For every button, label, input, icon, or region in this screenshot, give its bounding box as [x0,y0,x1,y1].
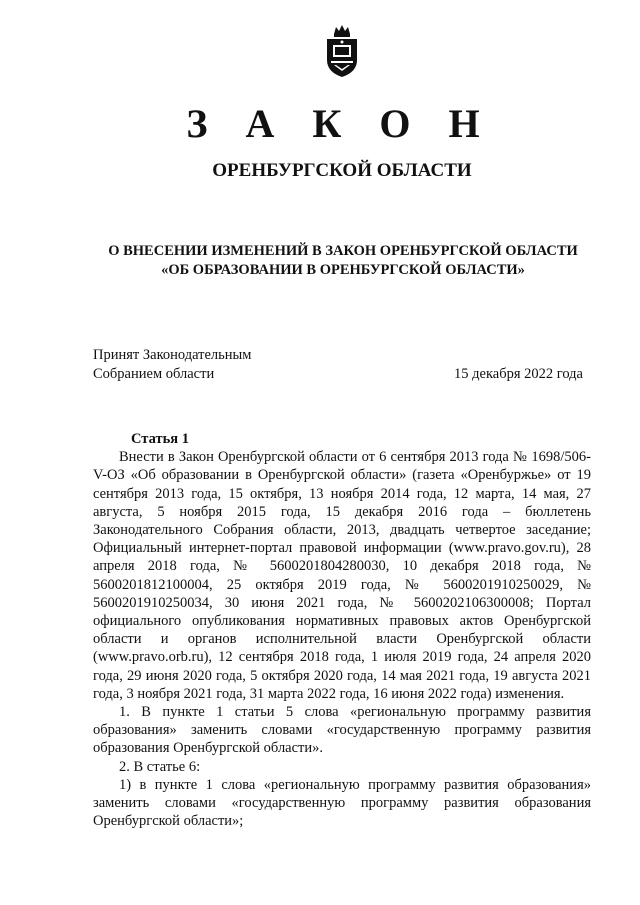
coat-of-arms-icon [324,24,360,78]
law-subject-line1: О ВНЕСЕНИИ ИЗМЕНЕНИЙ В ЗАКОН ОРЕНБУРГСКОЙ ОБЛАСТИ [108,243,578,259]
article-paragraph: 2. В статье 6: [119,758,201,775]
article-paragraph: 1. В пункте 1 статьи 5 слова «региональную программу развития образования» заменить словами «государственную программу развития образования Оренбургской области». [93,704,591,757]
article-paragraph: Внести в Закон Оренбургской области от 6 сентября 2013 года № 1698/506-V-ОЗ «Об образовании в Оренбургской области» (газета «Оренбуржье» от 19 сентября 2013 года, 15 октября, 13 ноября 2014 года, 12 марта, 14 мая, 27 августа, 5 ноября 2015 года, 15 декабря 2016 года – бюллетень Законодательного Собрания области, 2013, двадцать четвертое заседание; Официальный интернет-портал правовой информации (www.pravo.gov.ru), 28 апреля 2018 года, № 5600201804280030, 10 декабря 2018 года, № 5600201812100004, 25 октября 2019 года, № 5600201910250029, № 5600201910250034, 30 июня 2021 года, № 5600202106300008; Портал официального опубликования нормативных правовых актов Оренбургской области и органов исполнительной власти Оренбургской области (www.pravo.orb.ru), 12 сентября 2018 года, 1 июля 2019 года, 24 апреля 2020 года, 29 июня 2020 года, 5 октября 2020 года, 14 мая 2021 года, 19 августа 2021 года, 3 ноября 2021 года, 31 марта 2022 года, 16 июня 2022 года) изменения. [93,449,591,702]
adoption-info [93,346,251,384]
adoption-date: 15 декабря 2022 года [454,366,583,382]
law-title: З А К О Н [186,101,494,146]
adoption-line1: Принят Законодательным [93,347,252,363]
law-subject [90,242,596,280]
region-title: ОРЕНБУРГСКОЙ ОБЛАСТИ [212,160,472,181]
adoption-line2: Собранием области [93,366,215,382]
article-heading: Статья 1 [131,431,189,447]
law-subject-line2: «ОБ ОБРАЗОВАНИИ В ОРЕНБУРГСКОЙ ОБЛАСТИ» [161,262,525,278]
article-paragraph: 1) в пункте 1 слова «региональную программу развития образования» заменить словами «государственную программу развития образования Оренбургской области»; [93,776,591,830]
article-body [93,430,591,830]
